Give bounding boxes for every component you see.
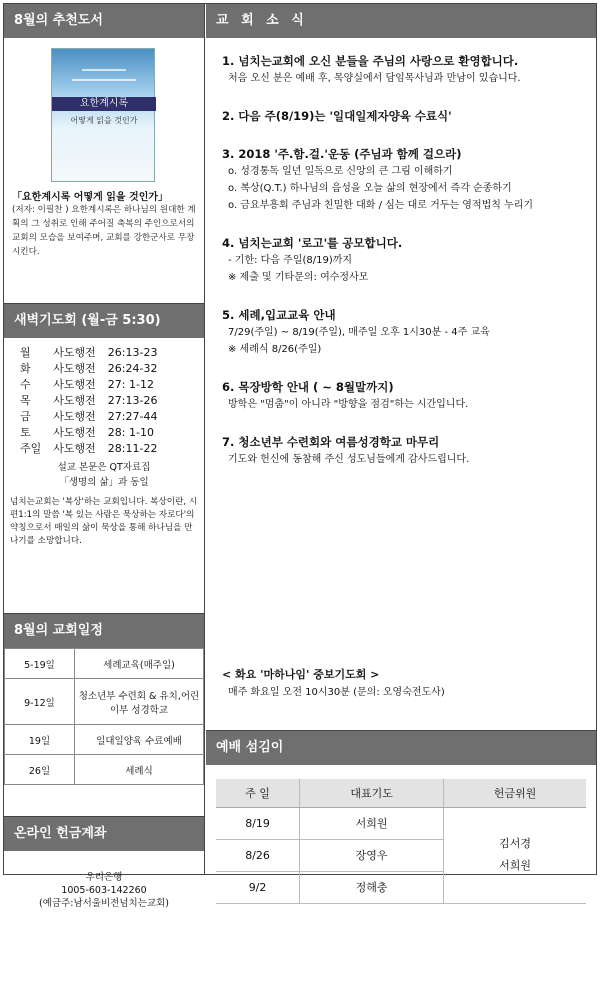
news-item <box>222 52 596 87</box>
schedule-section <box>4 648 204 817</box>
news-item <box>222 107 596 125</box>
schedule-table <box>4 648 204 785</box>
dawn-row <box>20 360 169 376</box>
news-item <box>222 378 596 413</box>
meditation-message: 넘치는교회는 '복상'하는 교회입니다. 복상이란, 시편1:1의 말씀 '복 있는 사람은 묵상하는 자로다'의 약칭으로서 매일의 삶이 묵상을 통해 하나님을 만나기를 소망합니다. <box>10 497 198 546</box>
news-item-line: - 기한: 다음 주일(8/19)까지 <box>228 255 353 266</box>
service-date: 8/26 <box>216 839 300 871</box>
dawn-book: 사도행전 <box>53 394 96 407</box>
news-item-line: o. 성경통독 일년 일독으로 신앙의 큰 그림 이해하기 <box>228 166 453 177</box>
dawn-day: 토 <box>20 426 31 439</box>
dawn-book: 사도행전 <box>53 378 96 391</box>
dawn-reading-table <box>20 344 169 456</box>
schedule-row <box>5 725 204 755</box>
dawn-book: 사도행전 <box>53 426 96 439</box>
dawn-ref: 28: 1-10 <box>107 425 154 439</box>
recommended-book-section <box>4 38 204 304</box>
right-column <box>206 4 596 894</box>
dawn-ref: 27: 1-12 <box>107 377 154 391</box>
news-item-line: 기도와 헌신에 동참해 주신 성도님들에게 감사드립니다. <box>228 454 470 465</box>
dawn-row <box>20 392 169 408</box>
service-prayer-leader: 정해충 <box>300 871 444 903</box>
news-item-title: 6. 목장방학 안내 ( ~ 8월말까지) <box>222 380 394 394</box>
schedule-date: 5-19일 <box>5 649 75 679</box>
news-item-title: 1. 넘치는교회에 오신 분들을 주님의 사랑으로 환영합니다. <box>222 54 519 68</box>
news-item-title: 2. 다음 주(8/19)는 '일대일제자양육 수료식' <box>222 109 452 123</box>
service-prayer-leader: 장영우 <box>300 839 444 871</box>
service-row <box>216 807 586 839</box>
news-item-line: ※ 제출 및 기타문의: 여수정사모 <box>228 272 369 283</box>
book-description: (저자: 이필찬 ) 요한계시록은 하나님의 원대한 계획의 그 성취로 인해 주어질 축복의 주인으로서의 교회의 모습을 보여주며, 교회를 강한군사로 무장시킨다. <box>12 205 196 257</box>
service-date: 8/19 <box>216 807 300 839</box>
dawn-prayer-section <box>4 344 204 614</box>
news-item <box>222 306 596 358</box>
intercessory-prayer-notice <box>222 666 445 701</box>
book-title: 「요한계시록 어떻게 읽을 것인가」 <box>12 192 169 203</box>
schedule-row <box>5 755 204 785</box>
news-item-title: 4. 넘치는교회 '로고'를 공모합니다. <box>222 236 403 250</box>
news-item-title: 5. 세례,입교교육 안내 <box>222 308 336 322</box>
dawn-row <box>20 408 169 424</box>
dawn-ref: 28:11-22 <box>107 441 158 455</box>
news-item-title: 3. 2018 '주.함.걸.'운동 (주님과 함께 걸으라) <box>222 147 462 161</box>
offering-member: 서희원 <box>499 859 531 872</box>
online-offering-header: 온라인 헌금계좌 <box>4 817 204 851</box>
account-holder: (예금주:남서울비전넘치는교회) <box>39 898 169 909</box>
dawn-day: 주일 <box>20 442 42 455</box>
news-item <box>222 145 596 214</box>
dawn-book: 사도행전 <box>53 362 96 375</box>
news-item <box>222 433 596 468</box>
col-header-prayer: 대표기도 <box>300 779 444 807</box>
service-helpers-table <box>216 779 586 904</box>
dawn-row <box>20 376 169 392</box>
sermon-note <box>4 460 204 490</box>
book-section-header: 8월의 추천도서 <box>4 4 204 38</box>
schedule-event: 세례교육(매주일) <box>75 649 204 679</box>
news-item-line: 7/29(주일) ~ 8/19(주일), 매주일 오후 1시30분 - 4주 교육 <box>228 327 490 338</box>
news-item <box>222 234 596 286</box>
bank-name: 우리은행 <box>85 872 123 883</box>
news-item-title: 7. 청소년부 수련회와 여름성경학교 마무리 <box>222 435 440 449</box>
schedule-row <box>5 649 204 679</box>
dawn-day: 금 <box>20 410 31 423</box>
service-helpers-section <box>206 779 596 954</box>
dawn-day: 목 <box>20 394 31 407</box>
book-cover-subtitle: 어떻게 읽을 것인가 <box>70 116 138 125</box>
account-number: 1005-603-142260 <box>61 885 147 896</box>
prayer-meeting-title: < 화요 '마하나임' 중보기도회 > <box>222 668 380 681</box>
news-item-line: o. 금요부흥회 주님과 친밀한 대화 / 심는 대로 거두는 영적법칙 누리기 <box>228 200 534 211</box>
service-helpers-header: 예배 섬김이 <box>206 731 596 765</box>
schedule-date: 26일 <box>5 755 75 785</box>
dawn-ref: 27:27-44 <box>107 409 158 423</box>
service-date: 9/2 <box>216 871 300 903</box>
dawn-ref: 27:13-26 <box>107 393 158 407</box>
dawn-row <box>20 344 169 360</box>
schedule-event: 세례식 <box>75 755 204 785</box>
book-cover-title: 요한계시록 <box>52 97 156 111</box>
news-item-line: 처음 오신 분은 예배 후, 목양실에서 담임목사님과 만남이 있습니다. <box>228 73 521 84</box>
news-item-line: 방학은 "멈춤"이 아니라 "방향을 점검"하는 시간입니다. <box>228 399 469 410</box>
service-prayer-leader: 서희원 <box>300 807 444 839</box>
church-news-section <box>206 38 596 731</box>
dawn-ref: 26:24-32 <box>107 361 158 375</box>
bulletin-page <box>3 3 597 909</box>
dawn-row <box>20 424 169 440</box>
schedule-row <box>5 679 204 725</box>
schedule-header: 8월의 교회일정 <box>4 614 204 648</box>
dawn-book: 사도행전 <box>53 346 96 359</box>
schedule-event: 청소년부 수련회 & 유치,어린이부 성경학교 <box>75 679 204 725</box>
offering-member: 김서경 <box>499 837 531 850</box>
dawn-day: 화 <box>20 362 31 375</box>
schedule-date: 19일 <box>5 725 75 755</box>
offering-committee <box>444 807 586 903</box>
dawn-ref: 26:13-23 <box>107 345 158 359</box>
schedule-event: 일대일양육 수료예배 <box>75 725 204 755</box>
schedule-date: 9-12일 <box>5 679 75 725</box>
dawn-book: 사도행전 <box>53 410 96 423</box>
sermon-note-line2: 「생명의 삶」과 동일 <box>59 477 149 488</box>
left-column <box>4 4 205 909</box>
col-header-offering: 헌금위원 <box>444 779 586 807</box>
dawn-row <box>20 440 169 456</box>
sermon-note-line1: 설교 본문은 QT자료집 <box>57 462 151 473</box>
news-item-line: o. 복상(Q.T.) 하나님의 음성을 오늘 삶의 현장에서 즉각 순종하기 <box>228 183 512 194</box>
dawn-prayer-header: 새벽기도회 (월-금 5:30) <box>4 304 204 338</box>
news-item-line: ※ 세례식 8/26(주일) <box>228 344 322 355</box>
prayer-meeting-desc: 매주 화요일 오전 10시30분 (문의: 오영숙전도사) <box>228 687 445 698</box>
church-news-header: 교 회 소 식 <box>206 4 596 38</box>
book-cover-image <box>51 48 155 182</box>
col-header-date: 주 일 <box>216 779 300 807</box>
dawn-day: 월 <box>20 346 31 359</box>
online-offering-section <box>4 871 204 1002</box>
dawn-book: 사도행전 <box>53 442 96 455</box>
dawn-day: 수 <box>20 378 31 391</box>
